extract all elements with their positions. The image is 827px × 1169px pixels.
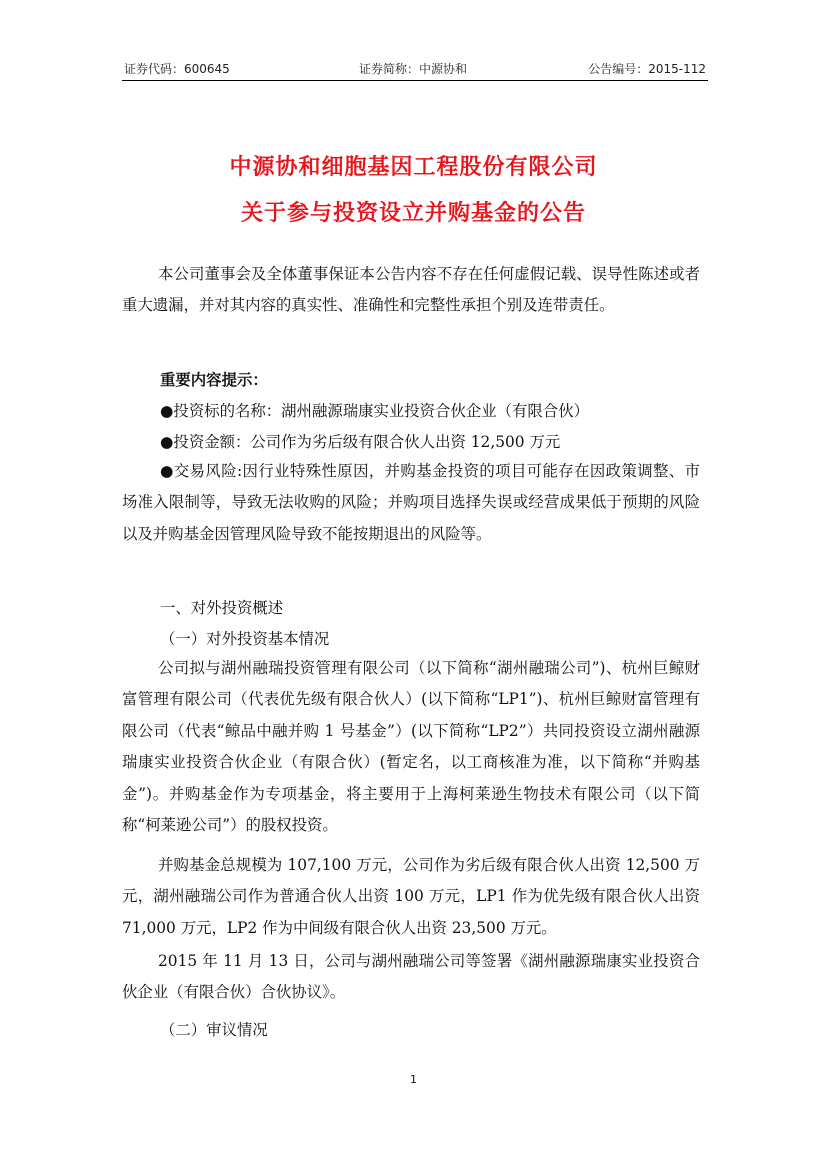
highlight-item-target: ●投资标的名称：湖州融源瑞康实业投资合伙企业（有限合伙） bbox=[160, 402, 589, 420]
highlight-item-amount: ●投资金额：公司作为劣后级有限合伙人出资 12,500 万元 bbox=[160, 433, 561, 451]
notice-number: 公告编号：2015-112 bbox=[588, 62, 706, 76]
section-heading-overview: 一、对外投资概述 bbox=[160, 599, 284, 617]
board-statement: 本公司董事会及全体董事保证本公告内容不存在任何虚假记载、误导性陈述或者重大遗漏，并对其内容的真实性、准确性和完整性承担个别及连带责任。 bbox=[122, 265, 700, 315]
subsection-heading-basic: （一）对外投资基本情况 bbox=[160, 630, 330, 648]
title-subject: 关于参与投资设立并购基金的公告 bbox=[240, 201, 586, 226]
stock-code: 证券代码：600645 bbox=[124, 62, 230, 76]
subsection-heading-review: （二）审议情况 bbox=[160, 1021, 268, 1039]
highlight-item-risk: ●交易风险:因行业特殊性原因，并购基金投资的项目可能存在因政策调整、市场准入限制等，导致无法收购的风险；并购项目选择失误或经营成果低于预期的风险以及并购基金因管理风险导致不能按期退出的风险等。 bbox=[122, 462, 700, 543]
page-header bbox=[122, 58, 708, 81]
paragraph-fund-size: 并购基金总规模为 107,100 万元，公司作为劣后级有限合伙人出资 12,500 万元，湖州融瑞公司作为普通合伙人出资 100 万元，LP1 作为优先级有限合伙人出资 71,000 万元，LP2 作为中间级有限合伙人出资 23,500 万元。 bbox=[122, 856, 700, 937]
highlights-heading: 重要内容提示： bbox=[160, 371, 268, 389]
title-company: 中源协和细胞基因工程股份有限公司 bbox=[229, 155, 598, 180]
page-number: 1 bbox=[410, 1073, 417, 1086]
paragraph-agreement: 2015 年 11 月 13 日，公司与湖州融瑞公司等签署《湖州融源瑞康实业投资合伙企业（有限合伙）合伙协议》。 bbox=[122, 952, 700, 1002]
paragraph-parties: 公司拟与湖州融瑞投资管理有限公司（以下简称“湖州融瑞公司”)、杭州巨鲸财富管理有限公司（代表优先级有限合伙人）(以下简称“LP1”)、杭州巨鲸财富管理有限公司（代表“鲸品中融并购 1 号基金”）(以下简称“LP2”）共同投资设立湖州融源瑞康实业投资合伙企业（有限合伙）(暂定名，以工商核准为准，以下简称“并购基金”)。并购基金作为专项基金，将主要用于上海柯莱逊生物技术有限公司（以下简称“柯莱逊公司”）的股权投资。 bbox=[122, 659, 700, 835]
stock-short-name: 证券简称：中源协和 bbox=[359, 62, 468, 76]
